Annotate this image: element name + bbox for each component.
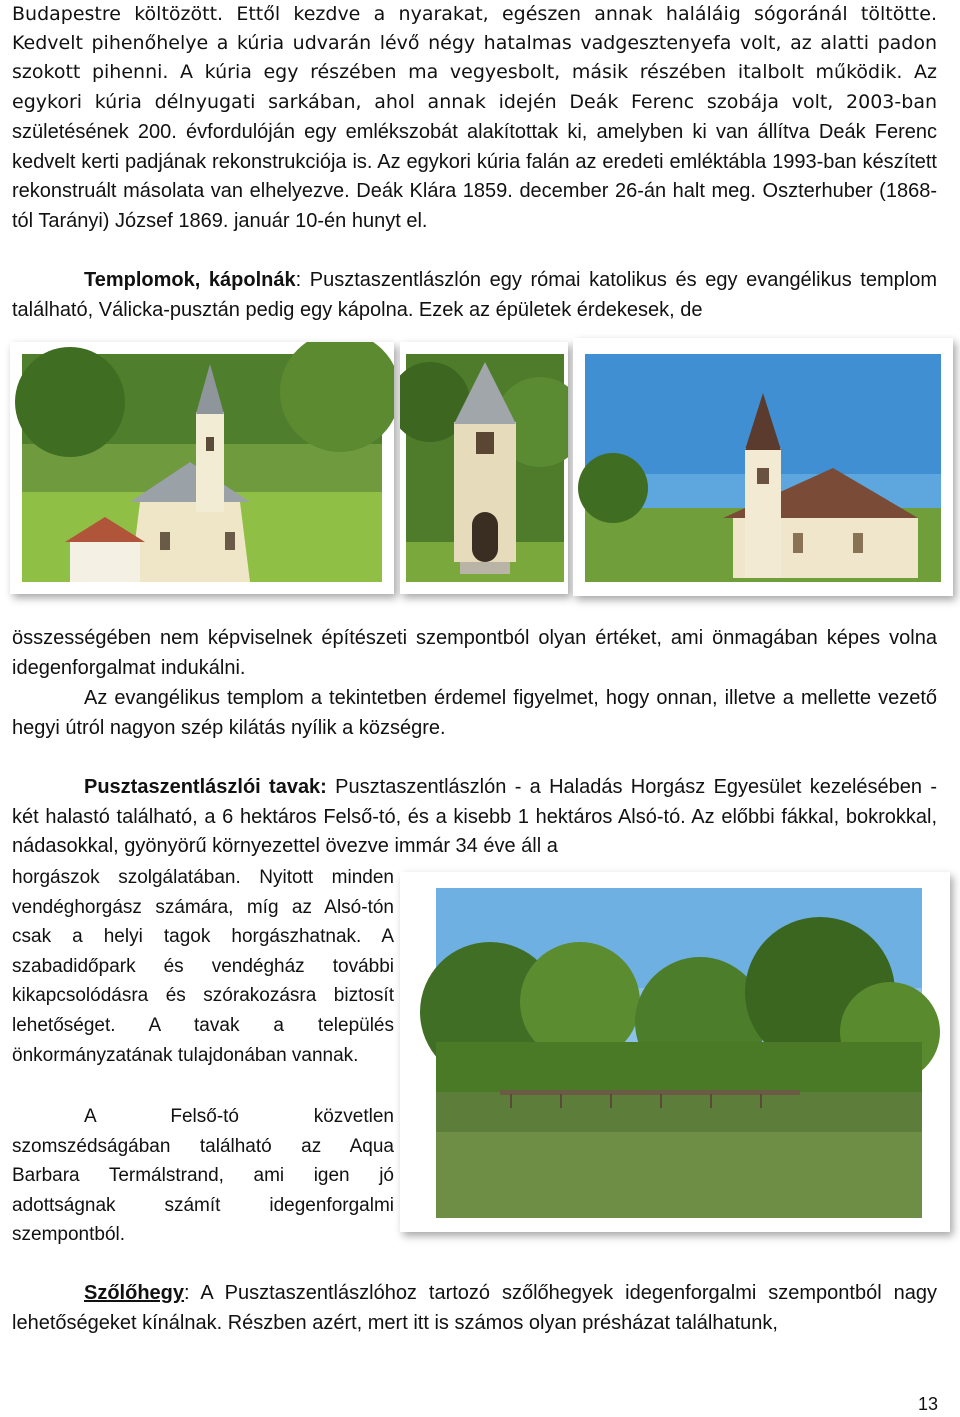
szolohegy-paragraph bbox=[12, 1279, 937, 1338]
church-photo-3 bbox=[573, 338, 953, 596]
intro-line-4: egykori kúria délnyugati sarkában, ahol annak idején Deák Ferenc szobája volt, 2003-ban bbox=[12, 91, 937, 113]
intro-rest: születésének 200. évfordulóján egy emlékszobát alakítottak ki, amelyben ki van állítva Deák Ferenc kedvelt kerti padjának rekonstrukciója is. Az egykori kúria falán az eredeti emléktábla 1993-ban készített rekonstruált másolata van elhelyezve. Deák Klára 1859. december 26-án halt meg. Oszterhuber (1868-tól Tarányi) József 1869. január 10-én hunyt el. bbox=[12, 121, 937, 232]
templomok-continuation: összességében nem képviselnek építészeti szempontból olyan értéket, ami önmagában képes volna idegenforgalmat indukálni. bbox=[12, 627, 937, 679]
tavak-narrow-1: horgászok szolgálatában. Nyitott minden vendéghorgász számára, míg az Alsó-tón csak a helyi tagok horgászhatnak. A szabadidőpark és vendégház további kikapcsolódásra és szórakozásra biztosít lehetőséget. A tavak a település önkormányzatának tulajdonában vannak. bbox=[12, 867, 394, 1066]
intro-line-1: Budapestre költözött. Ettől kezdve a nyarakat, egészen annak haláláig sógoránál töltötte. bbox=[12, 3, 937, 25]
szolohegy-text: : A Pusztaszentlászlóhoz tartozó szőlőhegyek idegenforgalmi szempontból nagy lehetőségeket kínálnak. Részben azért, mert itt is számos olyan présházat találhatunk, bbox=[12, 1282, 937, 1334]
szolohegy-heading: Szőlőhegy bbox=[84, 1282, 185, 1304]
templomok-text: : Pusztaszentlászlón egy római katolikus és egy evangélikus templom található, Válicka-pusztán pedig egy kápolna. Ezek az épületek érdekesek, de bbox=[12, 269, 937, 321]
intro-line-3: szokott pihenni. A kúria egy részében ma vegyesbolt, másik részében italbolt működik. Az bbox=[12, 61, 937, 83]
tavak-text: Pusztaszentlászlón - a Haladás Horgász Egyesület kezelésében - két halastó található, a 6 hektáros Felső-tó, és a kisebb 1 hektáros Alsó-tó. Az előbbi fákkal, bokrokkal, nádasokkal, gyönyörű környezettel övezve immár 34 éve áll a bbox=[12, 776, 938, 858]
templomok-heading: Templomok, kápolnák bbox=[84, 269, 296, 291]
tavak-paragraph bbox=[12, 773, 937, 862]
intro-line-2: Kedvelt pihenőhelye a kúria udvarán lévő négy hatalmas vadgesztenyefa volt, az alatti padon bbox=[12, 32, 937, 54]
church-photo-2 bbox=[400, 342, 568, 594]
page-number: 13 bbox=[917, 1394, 938, 1414]
lake-photo bbox=[400, 872, 950, 1232]
evangelikus-paragraph: Az evangélikus templom a tekintetben érdemel figyelmet, hogy onnan, illetve a mellette vezető hegyi útról nagyon szép kilátás nyílik a községre. bbox=[12, 687, 937, 739]
tavak-narrow-2: A Felső-tó közvetlen szomszédságában található az Aqua Barbara Termálstrand, ami igen jó adottságnak számít idegenforgalmi szempontból. bbox=[12, 1106, 394, 1246]
church-photo-1 bbox=[10, 342, 394, 594]
templomok-paragraph bbox=[12, 266, 937, 325]
tavak-heading: Pusztaszentlászlói tavak: bbox=[84, 776, 327, 798]
